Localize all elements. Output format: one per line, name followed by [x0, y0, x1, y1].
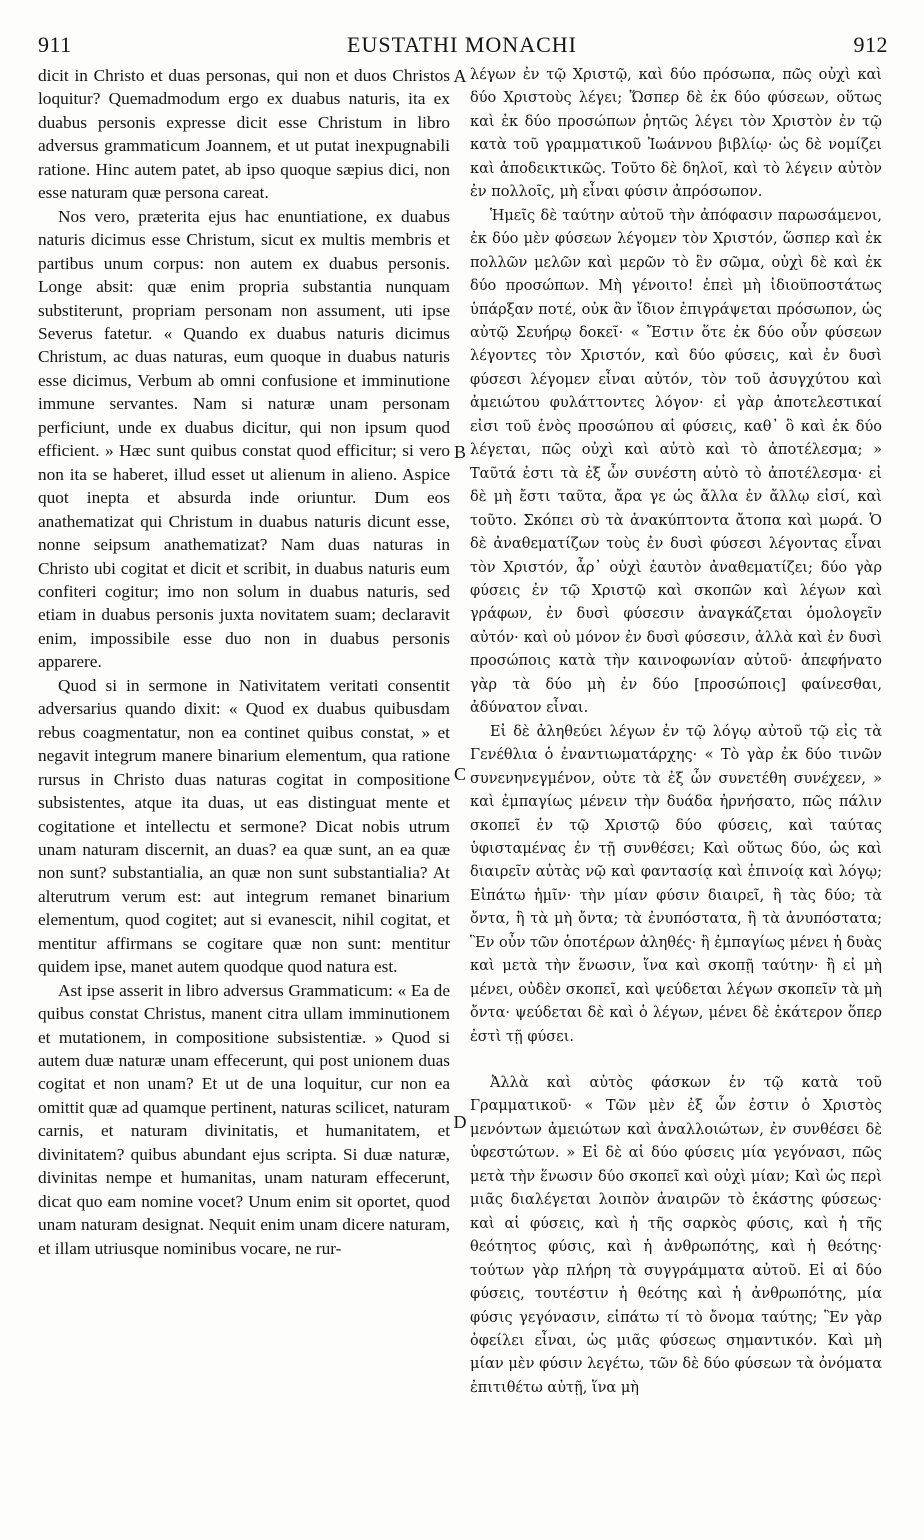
margin-marker-d: D — [453, 1112, 467, 1132]
latin-paragraph-1: dicit in Christo et duas personas, qui non et duos Christos loquitur? Quemadmodum ergo ex duabus naturis, ita ex duabus personis expresse dicit esse Christum in libro adversus grammaticum Joannem, et ut putat inexpugnabili ratione. Hinc autem patet, ab ipso quoque sæpius dici, non esse naturam quæ persona careat. — [38, 66, 450, 203]
greek-paragraph-3: Εἰ δὲ ἀληθεύει λέγων ἐν τῷ λόγῳ αὐτοῦ τῷ εἰς τὰ Γενέθλια ὁ ἐναντιωματάρχης· « Τὸ γὰρ ἐκ δύο τινῶν συνενηνεγμένον, οὐτε τὰ ἐξ ὧν συνετέθη συνέχεεν, » καὶ ἐμπαγίως μένειν τὴν δυάδα ἠρνήσατο, πῶς πάλιν σκοπεῖ ἐν τῷ Χριστῷ δύο φύσεις, καὶ ταύτας ὑφισταμένας ἐν τῇ συνθέσει; Καὶ οὕτως δύο, ὡς καὶ διαιρεῖν αὐτὰς νῷ καὶ φαντασίᾳ καὶ ἐπινοίᾳ καὶ λόγῳ; Εἰπάτω ἡμῖν· τὴν μίαν φύσιν διαιρεῖ, ἢ τὰς δύο; τὰ ὄντα, ἢ τὰ μὴ ὄντα; τὰ ἐνυπόστατα, ἢ τὰ ἀνυπόστατα; Ἓν οὖν τῶν ὁποτέρων ἀληθές· ἢ ἐμπαγίως μένει ἡ δυὰς καὶ μετὰ τὴν ἕνωσιν, ἵνα καὶ σκοπῇ ταύτην· ἢ εἰ μὴ μένει, οὐδὲν σκοπεῖ, καὶ ψεύδεται λέγων σκοπεῖν τὰ μὴ ὄντα· ψεύδεται δὲ καὶ ὁ λέγων, μένει δὲ ἑκάτερον ὅπερ ἐστὶ τῇ φύσει. — [470, 723, 882, 1045]
latin-paragraph-3: Quod si in sermone in Nativitatem veritati consentit adversarius quando dixit: « Quod ex duabus quibusdam rebus coagmentatur, non ea continet quibus constat, » et negavit integrum manere binarium elementum, qua ratione rursus in Christo duas naturas cogitat in compositione subsistentes, atque ita duas, ut eas distinguat mente et cogitatione et intellectu et sermone? Dicat nobis utrum unam naturam discernit, an duas? ea quæ sunt, an ea quæ non sunt? substantialia, an quæ non sunt substantialia? At alterutrum verum est: aut integrum remanet binarium elementum, quod cogitet; aut si evanescit, nihil cogitat, et mentitur affirmans se cogitare quæ non sunt: mentitur quidem ipse, manet autem quodque quod natura est. — [38, 675, 450, 977]
latin-column — [38, 64, 450, 1534]
latin-paragraph-2: Nos vero, præterita ejus hac enuntiatione, ex duabus naturis dicimus esse Christum, sicut ex multis membris et partibus unum corpus: non autem ex duabus personis. Longe absit: quæ enim propria substantia nunquam substiterunt, propriam personam non assument, uti ipse Severus fatetur. « Quando ex duabus naturis dicimus Christum, ac duas naturas, eum quoque in duabus naturis esse dicimus, Verbum ab omni confusione et imminutione immune servantes. Nam si naturæ unam personam perficiunt, unde ex duabus dicitur, qui non ipsum quod efficient. » Hæc sunt quibus constat quod efficitur; si vero non ita se haberet, illud esset ut alienum in alieno. Aspice quot inepta et absurda inde oriuntur. Dum eos anathematizat qui Christum in duabus naturis dicunt esse, nonne seipsum anathematizat? Nam duas naturas in Christo ubi cogitat et dicit et scribit, in duabus naturis eum confiteri cogitur; imo non solum in duabus naturis, sed etiam in duabus personis juxta novitatem suam; declaravit enim, impossibile esse duo non in duabus personis apparere. — [38, 206, 450, 672]
greek-paragraph-2: Ἡμεῖς δὲ ταύτην αὐτοῦ τὴν ἀπόφασιν παρωσάμενοι, ἐκ δύο μὲν φύσεων λέγομεν τὸν Χριστόν, ὥσπερ καὶ ἐκ πολλῶν μελῶν καὶ μερῶν τὸ ἓν σῶμα, οὐχὶ δὲ καὶ ἐκ δύο προσώπων. Μὴ γένοιτο! ἐπεὶ μὴ ἰδιοϋποστάτως ὑπάρξαν ποτέ, οὐκ ἂν ἴδιον ἐπιγράψεται πρόσωπον, ὡς αὐτῷ Σευήρῳ δοκεῖ· « Ἔστιν ὅτε ἐκ δύο οὖν φύσεων λέγοντες τὸν Χριστόν, καὶ δύο φύσεις, καὶ ἐν δυσὶ φύσεσι λέγομεν εἶναι αὐτόν, τὸν τοῦ ἀσυγχύτου καὶ ἀμειώτου φυλάττοντες λόγον· εἰ γὰρ ἀποτελεστικαί εἰσι τοῦ ἑνὸς προσώπου αἱ φύσεις, καθ᾽ ὃ καὶ ἐκ δύο λέγεται, πῶς οὐχὶ καὶ αὐτὸ καὶ τὸ ἀποτέλεσμα; » Ταῦτά ἐστι τὰ ἐξ ὧν συνέστη αὐτὸ τὸ ἀποτέλεσμα· εἰ δὲ μὴ ἔστι ταῦτα, ἄρα γε ὡς ἄλλα ἐν ἄλλῳ εἰσί, καὶ τοῦτο. Σκόπει σὺ τὰ ἀνακύπτοντα ἄτοπα καὶ μωρά. Ὁ δὲ ἀναθεματίζων τοὺς ἐν δυσὶ φύσεσι λέγοντας εἶναι τὸν Χριστόν, ἆρ᾽ οὐχὶ ἑαυτὸν ἀναθεματίζει; δύο γὰρ φύσεις ἐν τῷ Χριστῷ καὶ σκοπῶν καὶ λέγων καὶ γράφων, ἐν δυσὶ φύσεσιν ἀναγκάζεται ὁμολογεῖν αὐτόν· καὶ οὐ μόνον ἐν δυσὶ φύσεσιν, ἀλλὰ καὶ ἐν δυσὶ προσώποις κατὰ τὴν καινοφωνίαν αὐτοῦ· ἀπεφήνατο γὰρ τὰ δύο μὴ ἐν δύο [προσώποις] φαίνεσθαι, ἀδύνατον εἶναι. — [470, 207, 882, 717]
page-number-right: 912 — [853, 32, 888, 57]
greek-column — [470, 64, 882, 1534]
page-header — [0, 0, 924, 62]
latin-paragraph-4: Ast ipse asserit in libro adversus Grammaticum: « Ea de quibus constat Christus, manent citra ullam imminutionem et mutationem, in compositione subsistentiæ. » Quod si autem duæ naturæ unam effecerunt, qui post unionem duas cogitat et non unam? Et ut de una loquitur, cur non ea omittit quæ ad quamque pertinent, naturas scilicet, naturam carnis, et naturam divinitatis, et humanitatem, et divinitatem? quibus abundant ejus scripta. Si duæ naturæ, divinitas nempe et humanitas, unam naturam effecerunt, dicat quo eam nomine vocet? Unum enim sit oportet, quod unam naturam designat. Nequit enim unam dicere naturam, et illam utriusque nominibus vocare, ne rur- — [38, 980, 450, 1258]
running-title: EUSTATHI MONACHI — [347, 32, 577, 57]
page-number-left: 911 — [38, 32, 72, 57]
greek-paragraph-4: Ἀλλὰ καὶ αὐτὸς φάσκων ἐν τῷ κατὰ τοῦ Γραμματικοῦ· « Τῶν μὲν ἐξ ὧν ἐστιν ὁ Χριστὸς μενόντων ἀμειώτων καὶ ἀναλλοιώτων, ἐν συνθέσει δὲ ὑφεστώτων. » Εἰ δὲ αἱ δύο φύσεις μία γεγόνασι, πῶς μετὰ τὴν ἕνωσιν δύο σκοπεῖ καὶ οὐχὶ μίαν; Καὶ ὡς περὶ μιᾶς διαλέγεται λοιπὸν ἀναιρῶν τὸ ἑκάστης φύσεως· καὶ αἱ φύσεις, καὶ ἡ τῆς σαρκὸς φύσις, καὶ ἡ τῆς θεότητος φύσις, καὶ ἡ ἀνθρωπότης, καὶ ἡ θεότης· τούτων γὰρ πλήρη τὰ συγγράμματα αὐτοῦ. Εἰ αἱ δύο φύσεις, τουτέστιν ἡ θεότης καὶ ἡ ἀνθρωπότης, μία φύσις γεγόνασιν, εἰπάτω τί τὸ ὄνομα ταύτης; Ἓν γὰρ ὀφείλει εἶναι, ὡς μιᾶς φύσεως σημαντικόν. Καὶ μὴ μίαν μὲν φύσιν λεγέτω, τῶν δὲ δύο φύσεων τὰ ὀνόματα ἐπιτιθέτω αὐτῇ, ἵνα μὴ — [470, 1075, 882, 1396]
section-gap — [470, 1049, 882, 1072]
margin-marker-a: A — [453, 66, 467, 86]
margin-marker-b: B — [453, 442, 466, 462]
margin-marker-c: C — [453, 764, 466, 784]
greek-paragraph-1: λέγων ἐν τῷ Χριστῷ, καὶ δύο πρόσωπα, πῶς οὐχὶ καὶ δύο Χριστοὺς λέγει; Ὥσπερ δὲ ἐκ δύο φύσεων, οὕτως καὶ ἐκ δύο προσώπων ῥητῶς λέγει τὸν Χριστὸν ἐν τῷ κατὰ τοῦ γραμματικοῦ Ἰωάννου βιβλίῳ· ὡς δὲ νομίζει καὶ ἀποδεικτικῶς. Τοῦτο δὲ δηλοῖ, καὶ τὸ λέγειν αὐτὸν ἐν πολλοῖς, μὴ εἶναι φύσιν ἀπρόσωπον. — [470, 67, 882, 201]
